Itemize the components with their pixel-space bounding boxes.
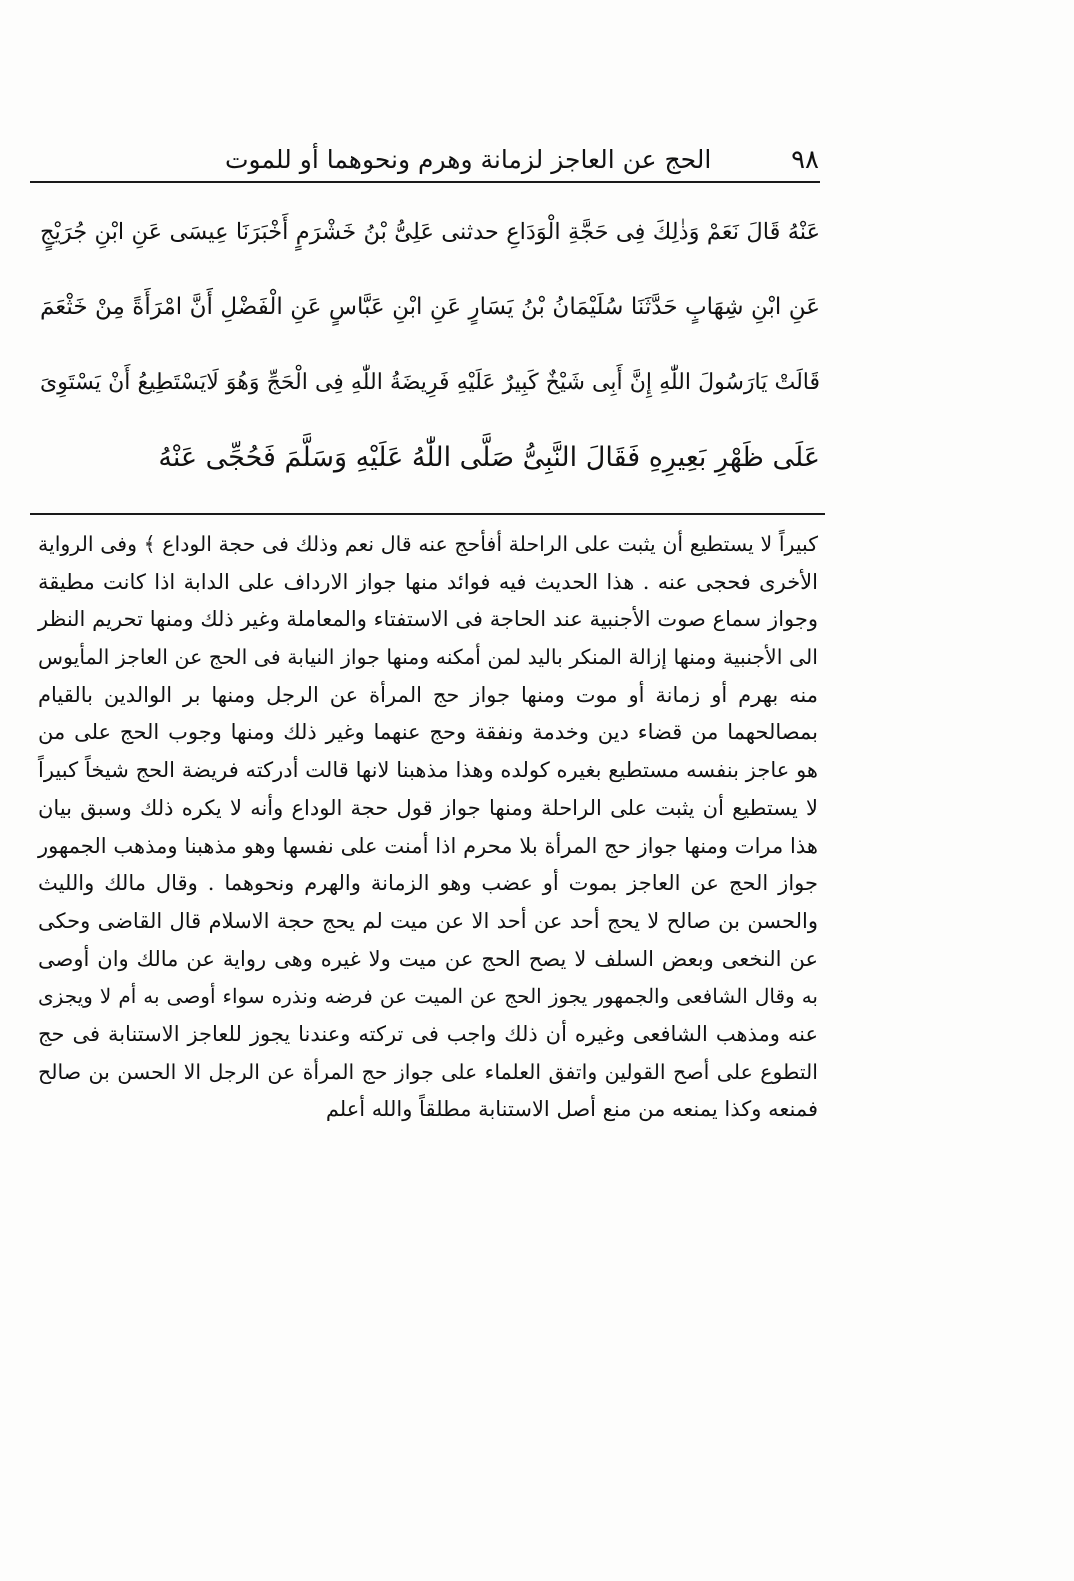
hadith-line: قَالَتْ يَارَسُولَ اللّٰهِ إِنَّ أَبِى شَيْخٌ كَبِيرٌ عَلَيْهِ فَرِيضَةُ اللّٰهِ فِى الْحَجِّ وَهُوَ لَايَسْتَطِيعُ أَنْ يَسْتَوِىَ (40, 370, 820, 395)
hadith-line: عَلَى ظَهْرِ بَعِيرِهِ فَقَالَ النَّبِىُّ صَلَّى اللّٰهُ عَلَيْهِ وَسَلَّمَ فَحُجِّى عَنْهُ (158, 442, 820, 473)
commentary-line: الأخرى فحجى عنه . هذا الحديث فيه فوائد منها جواز الارداف على الدابة اذا كانت مطيقة (38, 569, 818, 594)
commentary-line: به وقال الشافعى والجمهور يجوز الحج عن الميت عن فرضه ونذره سواء أوصى به أم لا ويجزى (38, 984, 818, 1009)
commentary-line: هذا مرات ومنها جواز حج المرأة بلا محرم اذا أمنت على نفسها وهو مذهبنا ومذهب الجمهور (38, 833, 818, 858)
commentary-line: لا يستطيع أن يثبت على الراحلة ومنها جواز قول حجة الوداع وأنه لا يكره ذلك وسبق بيان (38, 795, 818, 820)
commentary-text (38, 526, 818, 1129)
page-header (225, 140, 819, 180)
commentary-line: فمنعه وكذا يمنعه من منع أصل الاستنابة مطلقاً والله أعلم (325, 1097, 818, 1122)
page-number: ٩٨ (791, 145, 819, 175)
commentary-line: وجواز سماع صوت الأجنبية عند الحاجة فى الاستفتاء والمعاملة وغير ذلك ومنها تحريم النظر (38, 607, 818, 632)
commentary-line: منه بهرم أو زمانة أو موت ومنها جواز حج المرأة عن الرجل ومنها بر الوالدين بالقيام (38, 682, 818, 707)
commentary-line: الى الأجنبية ومنها إزالة المنكر باليد لمن أمكنه ومنها جواز النيابة فى الحج عن العاجز المأيوس (38, 645, 818, 670)
commentary-line: التطوع على أصح القولين واتفق العلماء على جواز حج المرأة عن الرجل الا الحسن بن صالح (38, 1059, 818, 1084)
commentary-line: عنه ومذهب الشافعى وغيره أن ذلك واجب فى تركته وعندنا يجوز للعاجز الاستنابة فى حج (38, 1021, 818, 1046)
header-rule (30, 181, 820, 183)
commentary-line: والحسن بن صالح لا يحج أحد عن أحد الا عن ميت لم يحج حجة الاسلام قال القاضى وحكى (38, 908, 818, 933)
commentary-line: كبيراً لا يستطيع أن يثبت على الراحلة أفأحج عنه قال نعم وذلك فى حجة الوداع ﴾ وفى الرواية (38, 532, 818, 556)
running-title: الحج عن العاجز لزمانة وهرم ونحوهما أو للموت (225, 145, 712, 174)
hadith-text (40, 195, 820, 495)
hadith-line: عَنْهُ قَالَ نَعَمْ وَذٰلِكَ فِى حَجَّةِ الْوَدَاعِ حدثنى عَلِىُّ بْنُ خَشْرَمٍ أَخْبَرَنَا عِيسَى عَنِ ابْنِ جُرَيْجٍ (40, 219, 820, 245)
commentary-line: بمصالحهما من قضاء دين وخدمة ونفقة وحج عنهما وغير ذلك ومنها وجوب الحج على من (38, 720, 818, 745)
hadith-line: عَنِ ابْنِ شِهَابٍ حَدَّثَنَا سُلَيْمَانُ بْنُ يَسَارٍ عَنِ ابْنِ عَبَّاسٍ عَنِ الْفَضْلِ أَنَّ امْرَأَةً مِنْ خَثْعَمَ (40, 294, 820, 320)
commentary-line: عن النخعى وبعض السلف لا يصح الحج عن ميت ولا غيره وهى رواية عن مالك وان أوصى (38, 946, 818, 971)
commentary-line: هو عاجز بنفسه مستطيع بغيره كولده وهذا مذهبنا لانها قالت أدركته فريضة الحج شيخاً كبيراً (38, 758, 818, 783)
commentary-line: جواز الحج عن العاجز بموت أو عضب وهو الزمانة والهرم ونحوهما . وقال مالك والليث (38, 871, 818, 896)
section-rule (30, 513, 825, 515)
